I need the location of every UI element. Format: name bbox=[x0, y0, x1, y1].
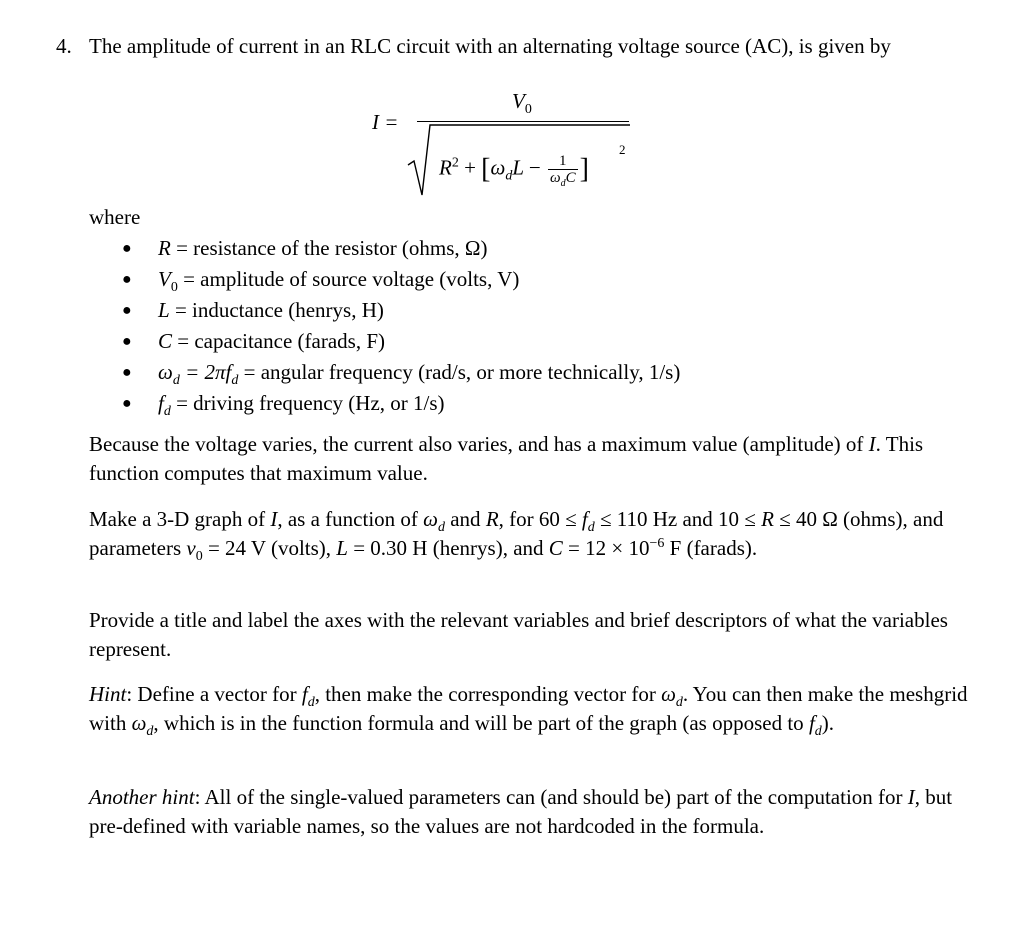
list-item: ● $V_0$ = amplitude of source voltage (volts, V) bbox=[122, 267, 520, 296]
paragraph-maximum-value: Because the voltage varies, the current also varies, and has a maximum value (amplitude) of I. This function computes that maximum value. bbox=[89, 432, 924, 485]
paragraph-another-hint: Another hint: All of the single-valued parameters can (and should be) part of the computation for I, but pre-defined with variable names, so the values are not hardcoded in the formula. bbox=[89, 785, 953, 838]
list-item: ● L = inductance (henrys, H) bbox=[122, 298, 384, 322]
equation-lhs: I = bbox=[372, 110, 399, 134]
variable-definitions-list bbox=[122, 234, 680, 420]
paragraph-graph-instructions: Make a 3-D graph of I, as a function of $\omega_d$ and R, for $60 \le f_d \le 110$ Hz and 10 ≤ R ≤ 40 Ω (ohms), and parameters $v_0 = 24$ V (volts), L = 0.30 H (henrys), and $C = 12 \times 10^{-6}$ F (farads). bbox=[89, 507, 944, 565]
equation-exponent: 2 bbox=[619, 142, 626, 157]
paragraph-hint: Hint: Define a vector for $f_d$, then make the corresponding vector for $\omega_d$. You can then make the meshgrid with $\omega_d$, which is in the function formula and will be part of the graph (as opposed to $f_d$). bbox=[89, 682, 968, 740]
where-label: where bbox=[89, 205, 141, 229]
paragraph-title-labels: Provide a title and label the axes with the relevant variables and brief descriptors of what the variables represent. bbox=[89, 608, 948, 661]
list-item: ● $f_d$ = driving frequency (Hz, or 1/s) bbox=[122, 391, 445, 420]
list-item: ● R = resistance of the resistor (ohms, Ω) bbox=[122, 236, 488, 260]
question-number: 4. bbox=[56, 34, 72, 58]
square-root-sign bbox=[372, 85, 642, 205]
current-amplitude-equation bbox=[372, 85, 642, 205]
list-item: ● $\omega_d = 2\pi f_d$ = angular frequency (rad/s, or more technically, 1/s) bbox=[122, 360, 681, 389]
equation-denominator: $R^2 + [\omega_dL$ − $\frac{1}{\omega_dC}$ ] bbox=[439, 153, 589, 189]
question-intro: The amplitude of current in an RLC circuit with an alternating voltage source (AC), is given by bbox=[89, 34, 891, 58]
equation-numerator: $V_0$ bbox=[512, 89, 532, 118]
list-item: ● C = capacitance (farads, F) bbox=[122, 329, 385, 353]
